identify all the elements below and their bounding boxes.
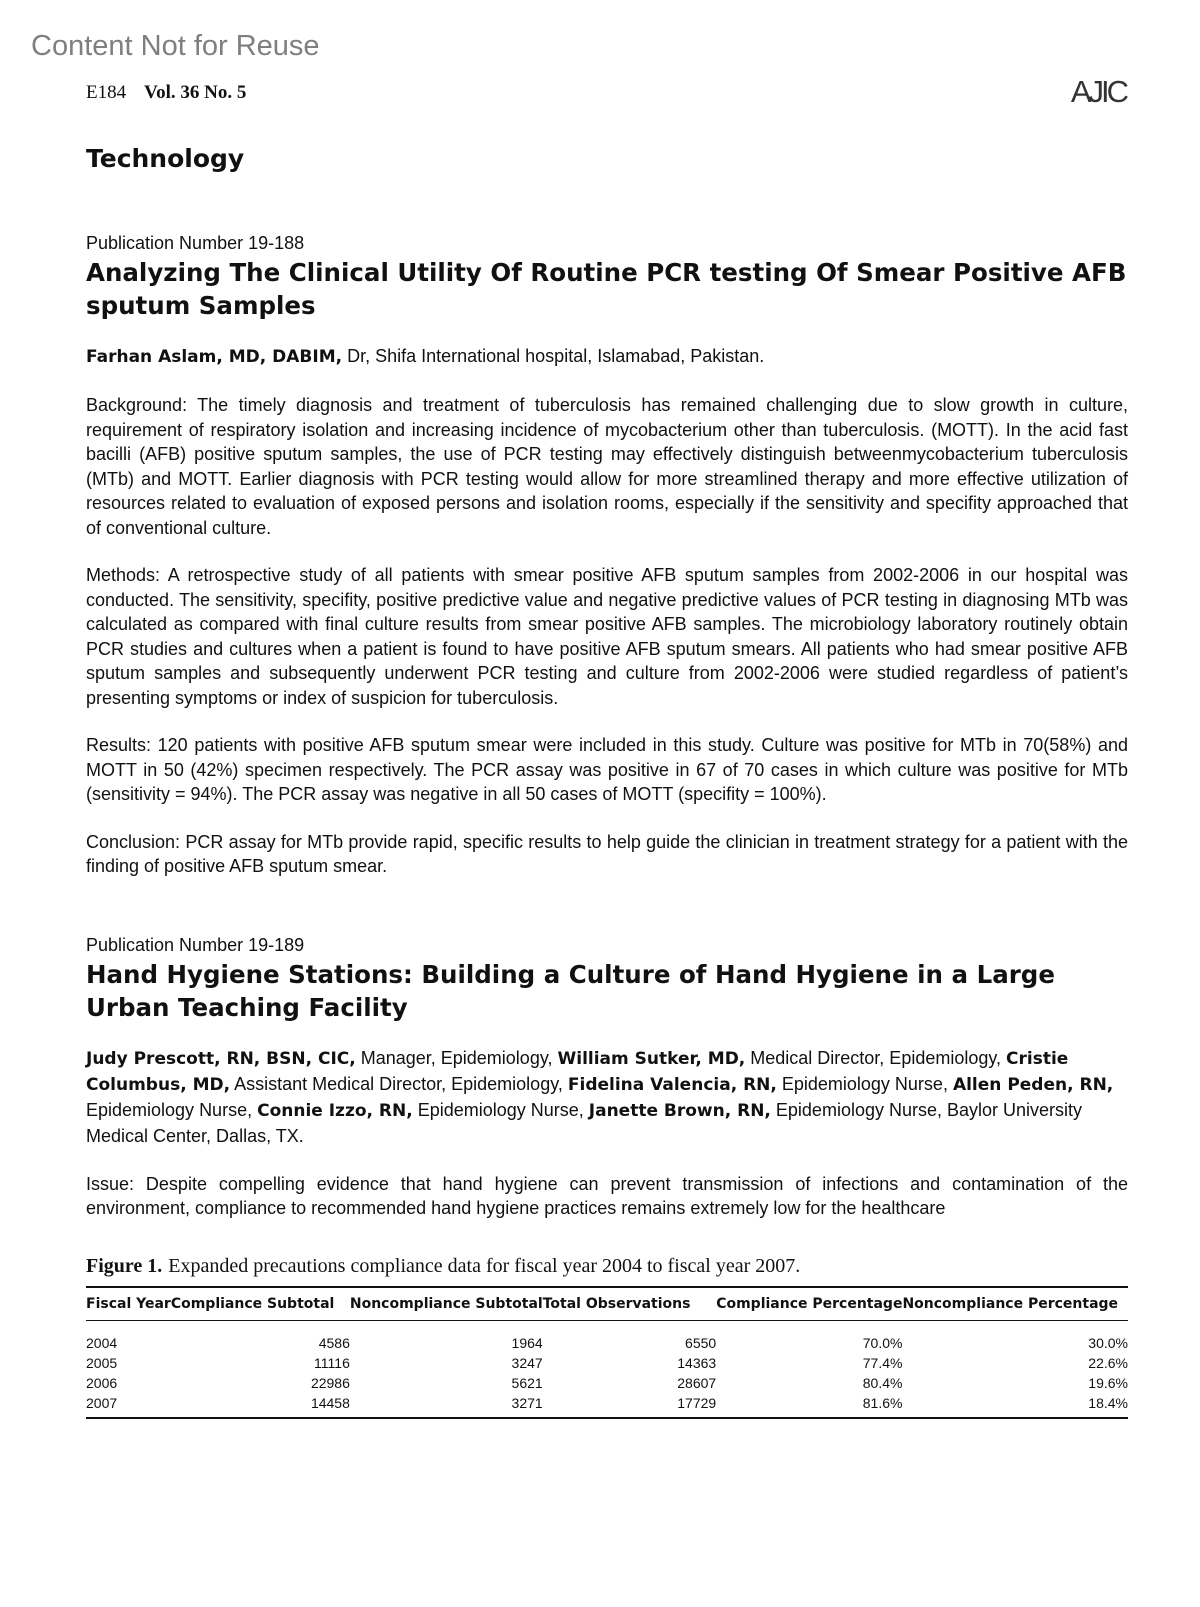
author-name: Connie Izzo, RN, xyxy=(257,1100,413,1121)
figure-label: Figure 1. xyxy=(86,1254,163,1277)
author-role: Medical Director, Epidemiology, xyxy=(745,1047,1007,1068)
table-row xyxy=(86,1393,1128,1418)
author-role: Epidemiology Nurse, xyxy=(776,1073,953,1094)
article-title: Hand Hygiene Stations: Building a Culture of Hand Hygiene in a Large Urban Teaching Facility xyxy=(86,959,1055,1022)
table-cell: 2004 xyxy=(86,1334,118,1351)
table-cell: 2007 xyxy=(86,1393,171,1418)
issue-paragraph: Issue: Despite compelling evidence that hand hygiene can prevent transmission of infections and contamination of the environment, compliance to recommended hand hygiene practices remains extremely low for the healthcare xyxy=(86,1173,1128,1218)
column-header: Noncompliance Percentage xyxy=(902,1287,1128,1321)
table-cell: 80.4% xyxy=(862,1374,903,1391)
compliance-table xyxy=(86,1286,1128,1419)
table-cell: 18.4% xyxy=(902,1393,1128,1418)
table-cell: 2005 xyxy=(86,1354,118,1371)
column-header: Compliance Subtotal xyxy=(171,1287,350,1321)
author-affiliation: Dr, Shifa International hospital, Islamabad, Pakistan. xyxy=(342,346,765,366)
table-cell: 3247 xyxy=(511,1354,543,1371)
author-name: Allen Peden, RN, xyxy=(952,1074,1114,1095)
table-cell: 81.6% xyxy=(716,1393,902,1418)
table-cell: 22.6% xyxy=(1088,1354,1128,1371)
author-name: Judy Prescott, RN, BSN, CIC, xyxy=(86,1048,356,1069)
article-19-189 xyxy=(86,935,1128,1221)
watermark: Content Not for Reuse xyxy=(31,30,320,62)
author-name: Cristie Columbus, MD, xyxy=(86,1048,1069,1095)
methods-paragraph: Methods: A retrospective study of all patients with smear positive AFB sputum samples from 2002-2006 in our hospital was conducted. The sensitivity, specifity, positive predictive value and negative predictive values of PCR testing in diagnosing MTb was calculated as compared with final culture results from smear positive AFB samples. The microbiology laboratory routinely obtain PCR studies and cultures when a patient is found to have positive AFB sputum smears. All patients who had smear positive AFB sputum samples and subsequently underwent PCR testing and culture from 2002-2006 were studied regardless of patient’s presenting symptoms or index of suspicion for tuberculosis. xyxy=(86,565,1128,708)
results-paragraph: Results: 120 patients with positive AFB sputum smear were included in this study. Culture was positive for MTb in 70(58%) and MOTT in 50 (42%) specimen respectively. The PCR assay was positive in 67 of 70 cases in which culture was positive for MTb (sensitivity = 94%). The PCR assay was negative in all 50 cases of MOTT (specifity = 100%). xyxy=(86,735,1128,804)
author-name: Farhan Aslam, MD, DABIM, xyxy=(86,347,343,367)
author-line xyxy=(86,344,1128,370)
table-row xyxy=(86,1373,1128,1393)
table-cell: 28607 xyxy=(677,1374,717,1391)
section-heading: Technology xyxy=(86,144,245,173)
volume-issue: Vol. 36 No. 5 xyxy=(144,82,247,103)
page-content xyxy=(86,140,1128,1419)
conclusion-paragraph: Conclusion: PCR assay for MTb provide rapid, specific results to help guide the clinician in treatment strategy for a patient with the finding of positive AFB sputum smear. xyxy=(86,831,1128,876)
table-cell: 30.0% xyxy=(1088,1334,1128,1351)
table-cell: 19.6% xyxy=(1088,1374,1128,1391)
author-role: Epidemiology Nurse, xyxy=(412,1099,589,1120)
table-header-row xyxy=(86,1287,1128,1321)
page-number: E184 xyxy=(86,82,127,103)
author-role: Epidemiology Nurse, xyxy=(86,1099,258,1120)
table-cell: 11116 xyxy=(314,1354,350,1371)
page-info xyxy=(86,82,246,104)
column-header: Total Observations xyxy=(543,1287,716,1321)
table-cell: 3271 xyxy=(350,1393,543,1418)
figure-1 xyxy=(86,1255,1128,1419)
author-role: Epidemiology Nurse, Baylor University Medical Center, Dallas, TX. xyxy=(86,1099,1083,1146)
publication-number: Publication Number 19-188 xyxy=(86,233,305,253)
figure-caption xyxy=(86,1255,1128,1278)
author-name: William Sutker, MD, xyxy=(557,1048,746,1069)
figure-caption-text: Expanded precautions compliance data for fiscal year 2004 to fiscal year 2007. xyxy=(168,1254,801,1277)
running-header xyxy=(86,74,1126,120)
author-name: Fidelina Valencia, RN, xyxy=(567,1074,777,1095)
article-19-188 xyxy=(86,233,1128,879)
column-header: Compliance Percentage xyxy=(716,1287,902,1321)
table-cell: 4586 xyxy=(318,1334,350,1351)
author-role: Manager, Epidemiology, xyxy=(355,1047,558,1068)
table-cell: 22986 xyxy=(310,1374,350,1391)
table-cell: 1964 xyxy=(511,1334,543,1351)
article-title: Analyzing The Clinical Utility Of Routine PCR testing Of Smear Positive AFB sputum Samples xyxy=(86,258,1127,320)
background-paragraph: Background: The timely diagnosis and treatment of tuberculosis has remained challenging due to slow growth in culture, requirement of respiratory isolation and increasing incidence of mycobacterium other than tuberculosis. (MOTT). In the acid fast bacilli (AFB) positive sputum samples, the use of PCR testing may effectively distinguish betweenmycobacterium tuberculosis (MTb) and MOTT. Earlier diagnosis with PCR testing would allow for more streamlined therapy and more effective utilization of resources related to evaluation of exposed persons and isolation rooms, especially if the sensitivity and specifity approached that of conventional culture. xyxy=(86,395,1128,538)
table-cell: 5621 xyxy=(511,1374,543,1391)
author-list xyxy=(86,1046,1128,1149)
column-header: Noncompliance Subtotal xyxy=(350,1287,543,1321)
column-header: Fiscal Year xyxy=(86,1287,171,1321)
table-cell: 17729 xyxy=(543,1393,716,1418)
table-cell: 14458 xyxy=(171,1393,350,1418)
table-cell: 70.0% xyxy=(862,1334,903,1351)
journal-logo: AJIC xyxy=(1070,74,1126,109)
table-cell: 2006 xyxy=(86,1374,118,1391)
table-row xyxy=(86,1353,1128,1373)
table-cell: 77.4% xyxy=(862,1354,903,1371)
author-role: Assistant Medical Director, Epidemiology, xyxy=(230,1073,568,1094)
table-cell: 14363 xyxy=(677,1354,717,1371)
author-name: Janette Brown, RN, xyxy=(588,1100,771,1121)
table-row xyxy=(86,1320,1128,1353)
table-cell: 6550 xyxy=(685,1334,717,1351)
publication-number: Publication Number 19-189 xyxy=(86,934,305,955)
